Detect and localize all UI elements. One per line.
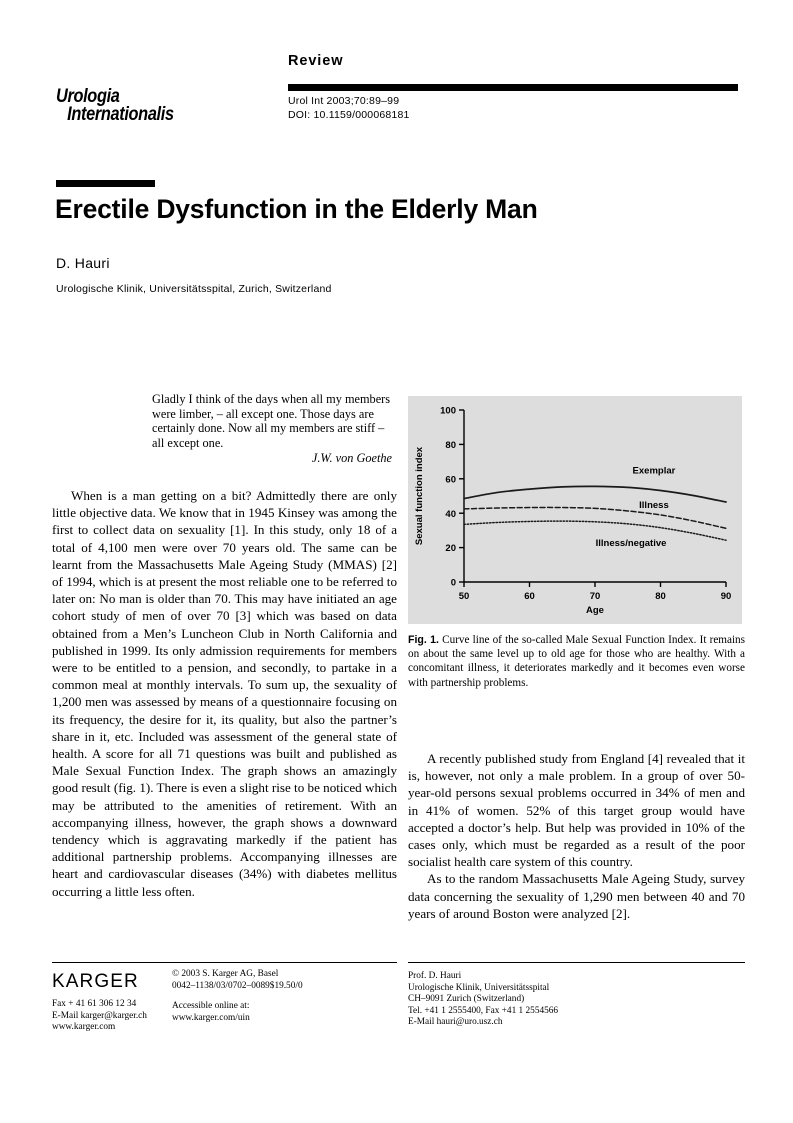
section-label: Review <box>288 53 344 69</box>
copyright-block <box>172 969 303 992</box>
svg-text:50: 50 <box>458 591 470 602</box>
accessible-online-url[interactable]: www.karger.com/uin <box>172 1012 250 1023</box>
svg-text:Age: Age <box>586 605 604 616</box>
journal-reference <box>288 95 410 122</box>
figure-caption-label: Fig. 1. <box>408 634 439 646</box>
svg-text:70: 70 <box>589 591 601 602</box>
author-name: D. Hauri <box>56 255 110 271</box>
doi-text: DOI: 10.1159/000068181 <box>288 108 410 121</box>
svg-text:90: 90 <box>720 591 732 602</box>
figure-1-panel <box>408 396 742 624</box>
copyright-text: © 2003 S. Karger AG, Basel <box>172 969 279 979</box>
body-column-right <box>408 750 745 922</box>
publisher-contact <box>52 999 147 1034</box>
figure-1-caption <box>408 633 745 690</box>
title-rule <box>56 180 155 187</box>
masthead-line-2: Internationalis <box>67 104 174 125</box>
svg-text:100: 100 <box>440 405 456 417</box>
journal-masthead <box>56 88 286 124</box>
svg-text:Illness/negative: Illness/negative <box>595 537 667 549</box>
karger-logo: KARGER <box>52 971 139 992</box>
corresp-email[interactable]: E-Mail hauri@uro.usz.ch <box>408 1017 503 1028</box>
page-title: Erectile Dysfunction in the Elderly Man <box>55 194 538 224</box>
publisher-email[interactable]: E-Mail karger@karger.ch <box>52 1010 147 1021</box>
epigraph <box>152 392 392 466</box>
corresp-phone: Tel. +41 1 2555400, Fax +41 1 2554566 <box>408 1005 559 1016</box>
svg-text:80: 80 <box>655 591 666 602</box>
figure-caption-text: Curve line of the so-called Male Sexual Function Index. It remains on about the same level up to old age for those who are healthy. With a concomitant illness, it deteriorates markedly and it becomes even worse with partnership problems. <box>408 634 746 689</box>
corresp-city: CH–9091 Zurich (Switzerland) <box>408 994 525 1005</box>
sexual-function-index-chart <box>408 396 742 624</box>
corresp-name: Prof. D. Hauri <box>408 971 462 981</box>
paragraph-mmas: As to the random Massachusetts Male Ageing Study, survey data concerning the sexuality of 1,290 men between 40 and 70 years of around Boston were analyzed [2]. <box>408 871 745 921</box>
svg-text:80: 80 <box>445 440 456 451</box>
publisher-website[interactable]: www.karger.com <box>52 1022 116 1033</box>
svg-text:20: 20 <box>445 543 456 555</box>
svg-text:Illness: Illness <box>639 500 669 512</box>
accessible-online-label: Accessible online at: <box>172 1001 250 1011</box>
svg-text:60: 60 <box>524 591 535 602</box>
footer-rule-right <box>408 962 745 963</box>
footer-rule-left <box>52 962 397 963</box>
corresp-department: Urologische Klinik, Universitätsspital <box>408 982 550 993</box>
epigraph-text: Gladly I think of the days when all my members were limber, – all except one. Those days are certainly done. Now all my members are stiff – all except one. <box>152 392 391 450</box>
body-column-left <box>52 487 397 900</box>
publisher-fax: Fax + 41 61 306 12 34 <box>52 999 137 1009</box>
paragraph-england-study: A recently published study from England [4] revealed that it is, however, not only a male problem. In a group of over 50-year-old persons sexual problems occurred in 34% of men and in 41% of women. 52% of this target group would have accepted a doctor’s help. But help was provided in 10% of the cases only, which must be regarded as a result of the poor socialist health care system of this country. <box>408 751 745 870</box>
online-access-block <box>172 1001 250 1024</box>
svg-text:0: 0 <box>450 577 456 589</box>
header-rule <box>288 84 738 91</box>
correspondence-block <box>408 971 558 1029</box>
svg-text:60: 60 <box>445 474 456 486</box>
masthead-line-1: Urologia <box>56 86 120 107</box>
journal-citation: Urol Int 2003;70:89–99 <box>288 95 400 107</box>
paragraph-intro: When is a man getting on a bit? Admittedly there are only little objective data. We know that in 1945 Kinsey was among the first to collect data on sexuality [1]. In this study, only 18 of a total of 4,100 men were over 70 years old. The same can be learnt from the Massachusetts Male Ageing Study (MMAS) [2] of 1994, which is at present the most reliable one to be referred to later on: No man is older than 70. This may have initiated an age cohort study of men of over 70 [3] which was based on data obtained from a Men’s Luncheon Club in North California and published in 1999. Its only admission requirements for members were to be entitled to a pension, and secondly, to partake in a common meal at monthly intervals. To sum up, the sexuality of 1,200 men was assessed by means of a questionnaire focusing on its frequency, the desire for it, its quality, but also the partner’s share in it, etc. Included was assessment of the general state of health. A score for all 71 questions was built and published as Male Sexual Function Index. The graph shows an amazingly good result (fig. 1). There is even a slight rise to be noticed which may be attributed to the amenities of retirement. With an accompanying illness, however, the graph shows a downward tendency which is aggravating markedly if the patient has additional partnership problems. Accompanying illnesses are heart and cardiovascular diseases (34%) with diabetes mellitus occurring a little less often. <box>52 488 397 899</box>
svg-text:Exemplar: Exemplar <box>632 465 676 477</box>
svg-text:Sexual function index: Sexual function index <box>414 446 425 546</box>
author-affiliation: Urologische Klinik, Universitätsspital, Zurich, Switzerland <box>56 283 332 295</box>
issn-text: 0042–1138/03/0702–0089$19.50/0 <box>172 980 303 991</box>
epigraph-attribution: J.W. von Goethe <box>311 451 392 466</box>
svg-text:40: 40 <box>445 508 456 520</box>
